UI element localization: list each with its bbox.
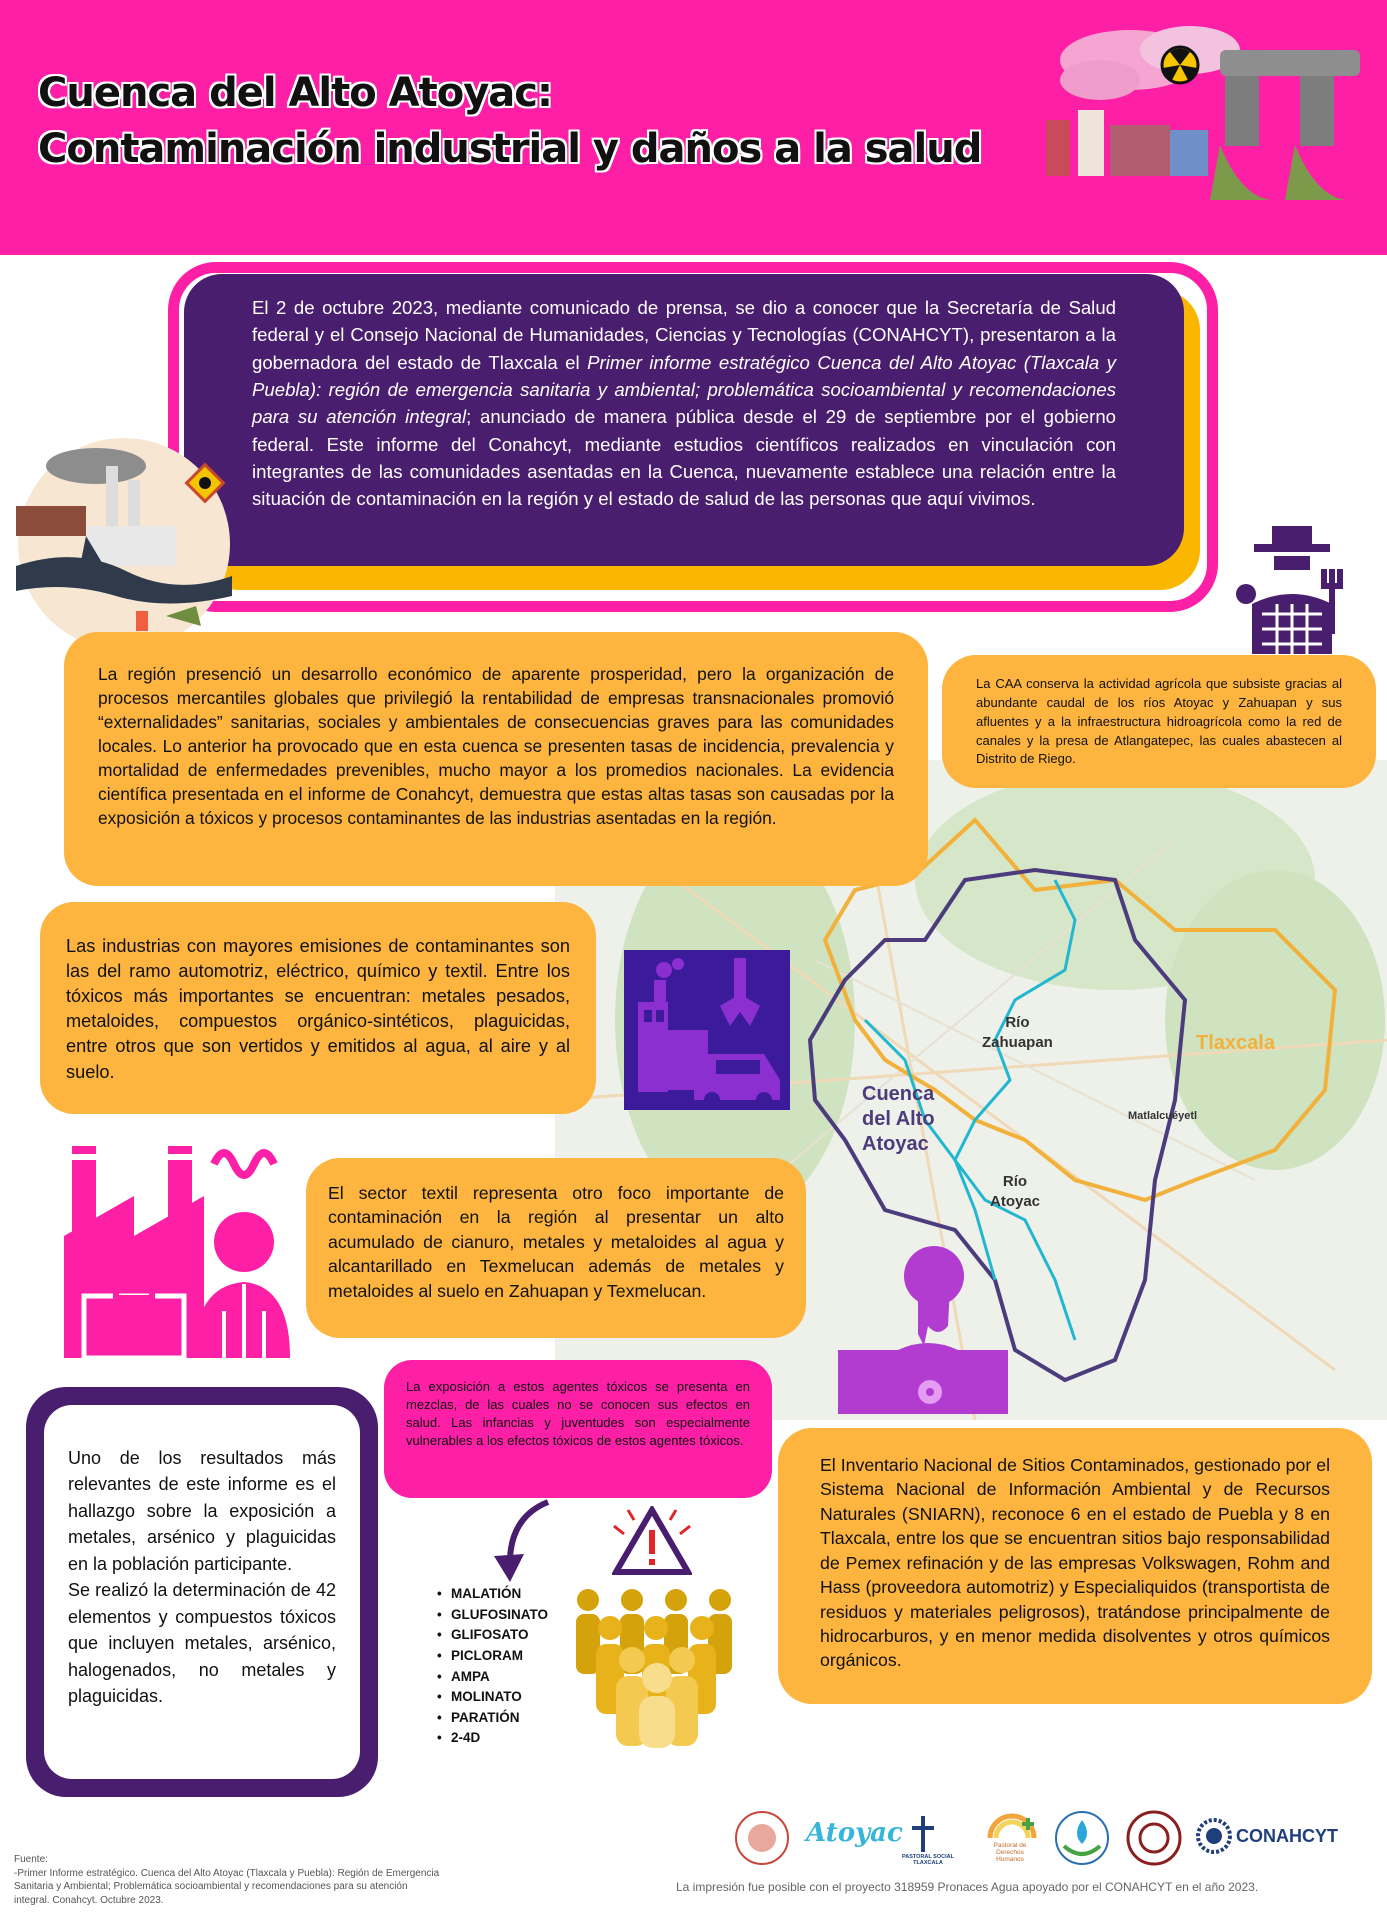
toxic-item: • MALATIÓN bbox=[437, 1584, 587, 1605]
map-label-matlalcueyetl: Matlalcuéyetl bbox=[1128, 1110, 1198, 1122]
map-label-zahuapan-line1: Río bbox=[1005, 1014, 1030, 1031]
river-pollution-illustration-icon bbox=[16, 436, 232, 652]
pastoral-dh-logo: Pastoral de Derechos Humanos bbox=[993, 1842, 1027, 1864]
farmer-icon bbox=[1232, 524, 1352, 654]
toxic-item: • PARATIÓN bbox=[437, 1708, 587, 1729]
results-box bbox=[44, 1405, 360, 1779]
intro-text-part1: El 2 de octubre 2023, mediante comunicado de prensa, se dio a conocer que la Secretaría de Salud federal y el Consejo Nacional de Humanidades, Ciencias y Tecnologías (CONAHCYT), presentaron a la gobernadora del estado de Tlaxcala el bbox=[252, 297, 1116, 373]
page-title-line2: Contaminación industrial y daños a la salud bbox=[38, 126, 982, 172]
university-seal-icon bbox=[1126, 1810, 1182, 1866]
industries-text: Las industrias con mayores emisiones de contaminantes son las del ramo automotriz, eléctrico, químico y textil. Entre los tóxicos más importantes se encuentran: metales pesados, metaloides, compuestos orgánico-sintéticos, plaguicidas, entre otros que son vertidos y emitidos al agua, al aire y al suelo. bbox=[66, 936, 570, 1082]
results-paragraph-1: Uno de los resultados más relevantes de este informe es el hallazgo sobre la exposición a metales, arsénico y plaguicidas en la población participante. bbox=[68, 1448, 336, 1574]
textile-text: El sector textil representa otro foco importante de contaminación en la región al presentar un alto acumulado de cianuro, metales y metaloides al agua y alcantarillado en Texmelucan además de metales y metaloides al suelo en Zahuapan y Texmelucan. bbox=[328, 1183, 784, 1301]
exposure-text: La exposición a estos agentes tóxicos se presenta en mezclas, de las cuales no se conocen sus efectos en salud. Las infancias y juventudes son especialmente vulnerables a los efectos tóxicos de estos agentes tóxicos. bbox=[406, 1379, 750, 1448]
map-label-atoyac-line1: Río bbox=[1002, 1173, 1028, 1190]
conahcyt-icon bbox=[1196, 1818, 1232, 1854]
intro-text-part2: ; anunciado de manera pública desde el 29 de septiembre por el gobierno federal. Este informe del Conahcyt, mediante estudios científicos realizados en vinculación con integrantes de las comunidades asentadas en la Cuenca, nuevamente establece una relación entre la situación de contaminación en la región y el estado de salud de las personas que aquí vivimos. bbox=[252, 406, 1117, 510]
conahcyt-logo: CONAHCYT bbox=[1236, 1826, 1338, 1846]
map-label-cuenca-line1: Cuenca bbox=[862, 1083, 935, 1105]
automotive-factory-icon bbox=[624, 950, 790, 1110]
caa-box bbox=[942, 655, 1376, 788]
intro-text-box bbox=[184, 274, 1184, 566]
map-label-zahuapan bbox=[982, 1013, 1053, 1052]
atoyac-logo: Atoyac bbox=[806, 1818, 903, 1848]
toxic-waste-icon bbox=[838, 1246, 1008, 1414]
pastoral-social-logo: PASTORAL SOCIAL TLAXCALA bbox=[902, 1854, 954, 1866]
page-title-line1: Cuenca del Alto Atoyac: bbox=[38, 70, 552, 116]
organization-seal-icon bbox=[734, 1810, 790, 1866]
toxic-item: • PICLORAM bbox=[437, 1646, 587, 1667]
map-label-cuenca-line3: Atoyac bbox=[862, 1133, 929, 1155]
header-banner bbox=[0, 0, 1387, 255]
source-note bbox=[14, 1853, 444, 1907]
map-label-cuenca-line2: del Alto bbox=[862, 1108, 935, 1130]
map-label-cuenca bbox=[862, 1082, 935, 1157]
toxics-list bbox=[437, 1584, 587, 1749]
credit-note: La impresión fue posible con el proyecto 318959 Pronaces Agua apoyado por el CONAHCYT en el año 2023. bbox=[676, 1880, 1259, 1894]
inventory-box bbox=[778, 1428, 1372, 1704]
industries-box bbox=[40, 902, 596, 1114]
region-economy-box bbox=[64, 632, 928, 886]
map-label-atoyac-line2: Atoyac bbox=[990, 1192, 1041, 1210]
partner-logos bbox=[730, 1808, 1338, 1868]
map-label-zahuapan-line2: Zahuapan bbox=[982, 1033, 1053, 1051]
toxic-item: • AMPA bbox=[437, 1667, 587, 1688]
intro-report-title: Primer informe estratégico Cuenca del Alto Atoyac (Tlaxcala y Puebla): región de emergencia sanitaria y ambiental; problemática socioambiental y recomendaciones para su atención integral bbox=[252, 351, 1116, 428]
people-group-icon bbox=[566, 1588, 748, 1748]
toxic-item: • 2-4D bbox=[437, 1728, 587, 1749]
map-label-atoyac bbox=[990, 1172, 1040, 1211]
textile-box bbox=[306, 1158, 806, 1338]
toxic-item: • GLUFOSINATO bbox=[437, 1605, 587, 1626]
region-economy-text: La región presenció un desarrollo económico de aparente prosperidad, pero la organización de procesos mercantiles globales que privilegió la rentabilidad de empresas transnacionales promovió “externalidades” sanitarias, sociales y ambientales de consecuencias graves para las comunidades locales. Lo anterior ha provocado que en esta cuenca se presenten tasas de incidencia, prevalencia y mortalidad de enfermedades prevenibles, mucho mayor a los promedios nacionales. La evidencia científica presentada en el informe de Conahcyt, demuestra que estas altas tasas son causadas por la exposición a tóxicos y procesos contaminantes de las industrias asentadas en la región. bbox=[98, 664, 894, 829]
toxic-item: • MOLINATO bbox=[437, 1687, 587, 1708]
map-label-tlaxcala: Tlaxcala bbox=[1196, 1032, 1275, 1054]
source-text: -Primer Informe estratégico. Cuenca del Alto Atoyac (Tlaxcala y Puebla): Región de Emergencia Sanitaria y Ambiental; Problemática socioambiental y recomendaciones para su atención integral. Conahcyt. Octubre 2023. bbox=[14, 1867, 440, 1906]
water-hands-icon bbox=[1054, 1810, 1110, 1866]
warning-triangle-icon bbox=[612, 1506, 692, 1576]
cross-icon bbox=[908, 1814, 938, 1854]
results-paragraph-2: Se realizó la determinación de 42 elementos y compuestos tóxicos que incluyen metales, arsénico, halogenados, no metales y plaguicidas. bbox=[68, 1580, 336, 1707]
factory-pollution-header-icon bbox=[1040, 10, 1380, 200]
toxic-item: • GLIFOSATO bbox=[437, 1625, 587, 1646]
exposure-box bbox=[384, 1360, 772, 1498]
inventory-text: El Inventario Nacional de Sitios Contaminados, gestionado por el Sistema Nacional de Información Ambiental y de Recursos Naturales (SNIARN), reconoce 6 en el estado de Puebla y 8 en Tlaxcala, entre los que se encuentran sitios bajo responsabilidad de Pemex refinación y de las empresas Volkswagen, Rohm and Hass (proveedora automotriz) y Especialiquidos (transportista de residuos y materiales peligrosos), tratándose principalmente de hidrocarburos, y en menor medida disolventes y otros químicos orgánicos. bbox=[820, 1455, 1330, 1671]
rainbow-icon bbox=[986, 1810, 1040, 1840]
source-label: Fuente: bbox=[14, 1854, 48, 1865]
curved-arrow-icon bbox=[488, 1498, 558, 1588]
caa-text: La CAA conserva la actividad agrícola que subsiste gracias al abundante caudal de los ríos Atoyac y Zahuapan y sus afluentes y a la infraestructura hidroagrícola como la red de canales y la presa de Atlangatepec, las cuales abastecen al Distrito de Riego. bbox=[976, 676, 1342, 767]
textile-factory-icon bbox=[64, 1136, 290, 1358]
